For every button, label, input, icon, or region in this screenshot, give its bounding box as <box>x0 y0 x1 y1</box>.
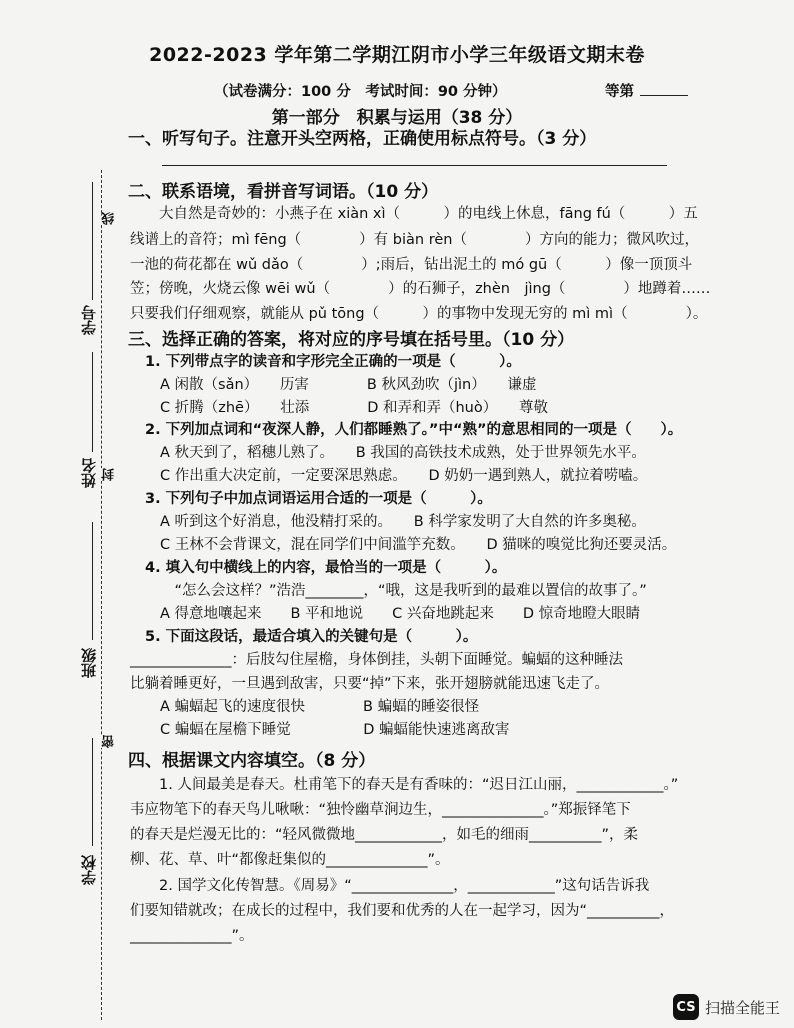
scanner-watermark <box>673 994 780 1020</box>
class-blank <box>92 522 93 640</box>
section-4-line: 韦应物笔下的春天鸟儿啾啾：“独怜幽草涧边生，______________。”郑振铎笔下 <box>130 802 631 818</box>
dictation-answer-line[interactable] <box>162 165 667 166</box>
section-4-line: 柳、花、草、叶“都像赶集似的______________”。 <box>130 852 450 868</box>
exam-title: 2022-2023 学年第二学期江阴市小学三年级语文期末卷 <box>149 44 645 66</box>
grade-label: 等第 <box>605 84 634 100</box>
question-3-5: 5. 下面这段话，最适合填入的关键句是（ ）。 <box>145 629 478 645</box>
grade-field <box>605 80 688 101</box>
question-3-5-passage: 比躺着睡更好，一旦遇到敌害，只要“掉”下来，张开翅膀就能迅速飞走了。 <box>130 676 610 692</box>
question-3-1: 1. 下列带点字的读音和字形完全正确的一项是（ ）。 <box>145 354 521 370</box>
question-3-4: 4. 填入句中横线上的内容，最恰当的一项是（ ）。 <box>145 560 507 576</box>
question-3-5-passage: ______________：后肢勾住屋檐，身体倒挂，头朝下面睡觉。蝙蝠的这种睡法 <box>130 652 623 668</box>
binding-dashed-line <box>101 170 102 1020</box>
question-3-3: 3. 下列句子中加点词语运用合适的一项是（ ）。 <box>145 491 492 507</box>
camscanner-logo-icon: CS <box>673 994 699 1020</box>
option-line: C 蝙蝠在屋檐下睡觉 D 蝙蝠能快速逃离敌害 <box>160 722 510 738</box>
section-2-line: 线谱上的音符；mì fēng（ ）有 biàn rèn（ ）方向的能力；微风吹过， <box>130 232 699 248</box>
school-label: 学校 <box>80 855 98 885</box>
question-3-2: 2. 下列加点词和“夜深人静，人们都睡熟了。”中“熟”的意思相同的一项是（ ）。 <box>145 422 683 438</box>
name-label: 姓名 <box>80 458 98 488</box>
section-4-line: ______________”。 <box>130 928 254 944</box>
section-2-heading: 二、联系语境，看拼音写词语。（10 分） <box>128 182 439 202</box>
school-blank <box>92 738 93 846</box>
option-line: C 作出重大决定前，一定要深思熟虑。 D 奶奶一遇到熟人，就拉着唠嗑。 <box>160 468 648 484</box>
section-2-line: 只要我们仔细观察，就能从 pǔ tōng（ ）的事物中发现无穷的 mì mì（ ）。 <box>130 306 708 322</box>
section-1-heading: 一、听写句子。注意开头空两格，正确使用标点符号。（3 分） <box>128 129 597 149</box>
section-4-line: 们要知错就改；在成长的过程中，我们要和优秀的人在一起学习，因为“__________， <box>130 903 675 919</box>
part-title: 第一部分 积累与运用（38 分） <box>271 108 523 128</box>
watermark-text: 扫描全能王 <box>704 998 780 1017</box>
option-line: A 蝙蝠起飞的速度很快 B 蝙蝠的睡姿很怪 <box>160 699 480 715</box>
section-2-line: 笠；傍晚，火烧云像 wēi wǔ（ ）的石狮子，zhèn jìng（ ）地蹲着…… <box>130 281 711 297</box>
section-2-line: 大自然是奇妙的：小燕子在 xiàn xì（ ）的电线上休息，fāng fú（ ）五 <box>130 206 698 222</box>
seal-char-feng: 封 <box>102 468 117 481</box>
section-3-heading: 三、选择正确的答案，将对应的序号填在括号里。（10 分） <box>128 330 575 350</box>
number-blank <box>92 182 93 300</box>
option-line: C 王林不会背课文，混在同学们中间滥竽充数。 D 猫咪的嗅觉比狗还要灵活。 <box>160 537 677 553</box>
exam-info: （试卷满分：100 分 考试时间：90 分钟） <box>214 84 507 100</box>
number-label: 学号 <box>80 305 98 335</box>
question-3-4-sentence: “怎么会这样？”浩浩________，“哦，这是我听到的最难以置信的故事了。” <box>160 583 647 599</box>
seal-char-mi: 密 <box>102 735 117 748</box>
option-line: C 折腾（zhē） 壮添 D 和弄和弄（huò） 尊敬 <box>160 400 548 416</box>
option-line: A 闲散（sǎn） 历害 B 秋风劲吹（jìn） 谦虚 <box>160 377 537 393</box>
option-line: A 秋天到了，稻穗儿熟了。 B 我国的高铁技术成熟，处于世界领先水平。 <box>160 445 646 461</box>
section-2-line: 一池的荷花都在 wǔ dǎo（ ）;雨后，钻出泥土的 mó gū（ ）像一顶顶斗 <box>130 257 693 273</box>
option-line: A 听到这个好消息，他没精打采的。 B 科学家发明了大自然的许多奥秘。 <box>160 514 646 530</box>
section-4-line: 的春天是烂漫无比的：“轻风微微地____________，如毛的细雨__________”，柔 <box>130 827 639 843</box>
seal-char-line: 线 <box>102 212 117 225</box>
name-blank <box>92 352 93 452</box>
grade-blank[interactable] <box>640 81 688 96</box>
section-4-line: 1. 人间最美是春天。杜甫笔下的春天是有香味的：“迟日江山丽，____________。” <box>130 777 679 793</box>
section-4-line: 2. 国学文化传智慧。《周易》“______________，____________”这句话告诉我 <box>130 878 650 894</box>
option-line: A 得意地嚷起来 B 平和地说 C 兴奋地跳起来 D 惊奇地瞪大眼睛 <box>160 606 641 622</box>
section-4-heading: 四、根据课文内容填空。（8 分） <box>128 751 376 771</box>
class-label: 班级 <box>80 648 98 678</box>
